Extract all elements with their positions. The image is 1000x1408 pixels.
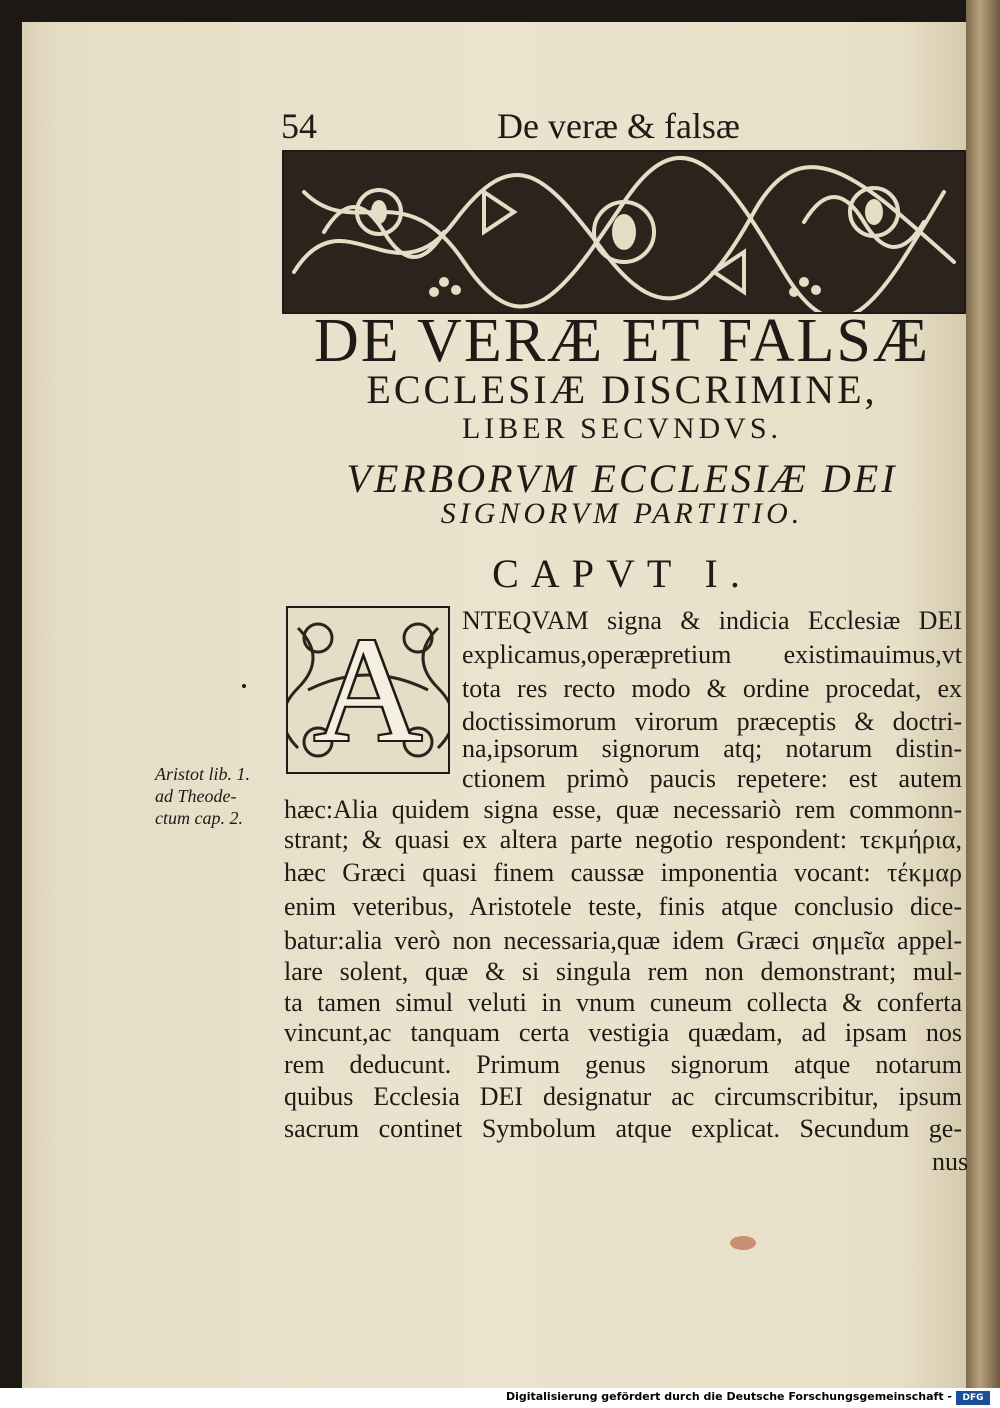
text-line: NTEQVAM signa & indicia Ecclesiæ DEI <box>462 606 962 635</box>
marginal-note-line: ad Theode- <box>155 786 237 806</box>
text-line: enim veteribus, Aristotele teste, finis atque conclusio dice- <box>284 892 962 921</box>
text-line: rem deducunt. Primum genus signorum atque notarum <box>284 1050 962 1079</box>
text-line: ctionem primò paucis repetere: est autem <box>462 764 962 793</box>
ornamental-headpiece <box>282 150 966 314</box>
running-head: De veræ & falsæ <box>497 106 740 146</box>
marginal-note-line: ctum cap. 2. <box>155 808 243 828</box>
text-line: quibus Ecclesia DEI designatur ac circumscribitur, ipsum <box>284 1082 962 1111</box>
title-line-1: DE VERÆ ET FALSÆ <box>314 307 930 375</box>
text-line: na,ipsorum signorum atq; notarum distin- <box>462 734 962 763</box>
margin-mark <box>242 684 246 688</box>
text-line: sacrum continet Symbolum atque explicat. Secundum ge- <box>284 1114 962 1143</box>
title-line-2: ECCLESIÆ DISCRIMINE, <box>366 367 878 412</box>
page-fore-edge <box>966 0 1000 1388</box>
dfg-logo[interactable]: DFG <box>956 1391 990 1405</box>
drop-cap-letter: A <box>313 607 423 773</box>
text-line: doctissimorum virorum præceptis & doctri- <box>462 707 962 736</box>
footer-bar <box>0 1388 1000 1408</box>
text-line: ta tamen simul veluti in vnum cuneum collecta & conferta <box>284 988 962 1017</box>
text-line: explicamus,operæpretium existimauimus,vt <box>462 640 962 669</box>
text-line: vincunt,ac tanquam certa vestigia quædam, ad ipsam nos <box>284 1018 962 1047</box>
text-line: hæc Græci quasi finem caussæ imponentia vocant: τέκμαρ <box>284 858 962 887</box>
subtitle-line-1: VERBORVM ECCLESIÆ DEI <box>346 456 898 501</box>
decorated-initial <box>286 606 450 774</box>
title-line-3: LIBER SECVNDVS. <box>461 412 783 445</box>
chapter-heading: CAPVT I. <box>492 551 752 596</box>
text-line: strant; & quasi ex altera parte negotio respondent: τεκμήρια, <box>284 825 962 854</box>
page-number: 54 <box>281 106 317 146</box>
subtitle-line-2: SIGNORVM PARTITIO. <box>440 497 804 530</box>
marginal-note-line: Aristot lib. 1. <box>155 764 251 784</box>
paper-stain <box>730 1236 756 1250</box>
text-line: lare solent, quæ & si singula rem non demonstrant; mul- <box>284 957 962 986</box>
text-line: batur:alia verò non necessaria,quæ idem Græci σημεῖα appel- <box>284 926 962 955</box>
catchword: nus <box>932 1147 969 1176</box>
text-line: tota res recto modo & ordine procedat, ex <box>462 674 962 703</box>
digitization-credit: Digitalisierung gefördert durch die Deutsche Forschungsgemeinschaft - <box>505 1390 952 1403</box>
text-line: hæc:Alia quidem signa esse, quæ necessariò rem commonn- <box>284 795 962 824</box>
